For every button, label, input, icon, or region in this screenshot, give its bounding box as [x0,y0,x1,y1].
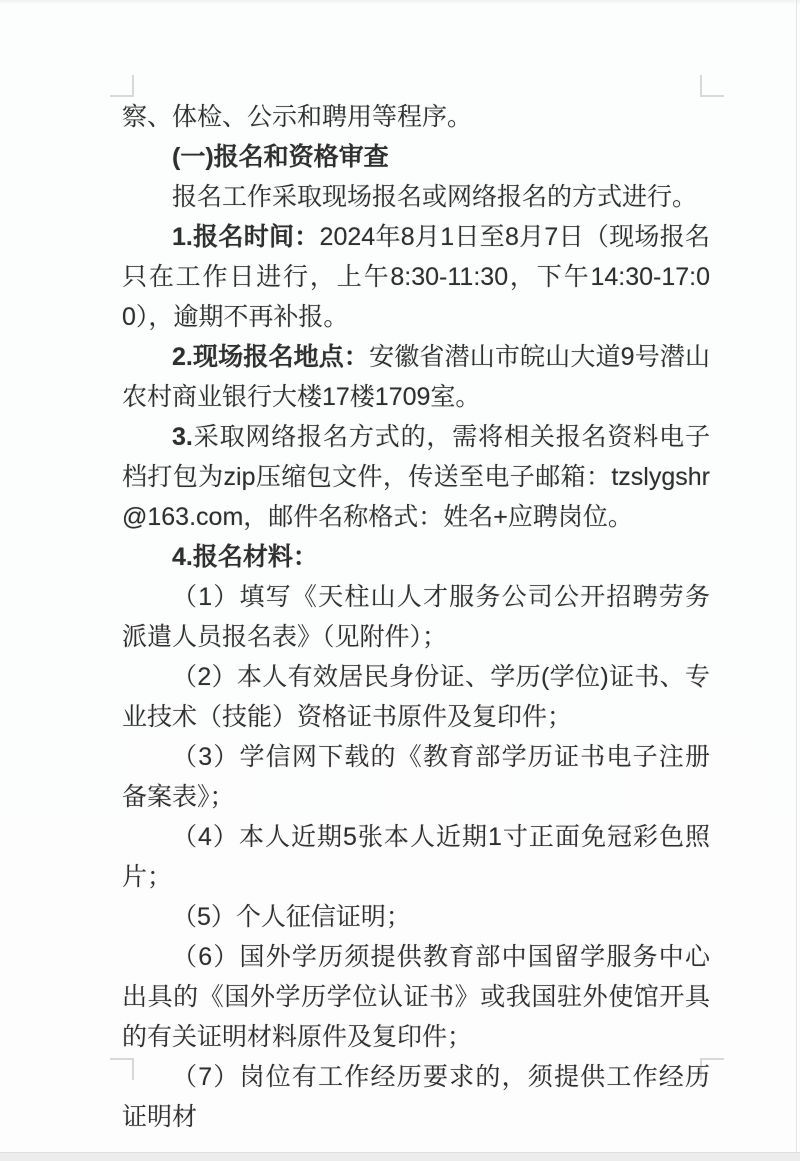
document-text-area [122,97,710,1137]
para-item-3 [122,417,710,537]
text-boundary-mark-top-right [700,75,724,97]
para-material-5 [122,897,710,937]
text-run: 2024年8月1日至8月7日（现场报名只在工作日进行，上午8:30-11:30，下午14:30-17:00），逾期不再补报。 [122,223,710,331]
para-item-4 [122,537,710,577]
bold-text-run: (一)报名和资格审查 [172,143,389,171]
text-run: （3）学信网下载的《教育部学历证书电子注册备案表》； [122,743,710,811]
para-carryover [122,97,710,137]
text-run: 报名工作采取现场报名或网络报名的方式进行。 [172,183,698,211]
text-run: （5）个人征信证明； [172,903,411,931]
text-run: （4）本人近期5张本人近期1寸正面免冠彩色照片； [122,823,710,891]
para-intro [122,177,710,217]
text-run: （1）填写《天柱山人才服务公司公开招聘劳务派遣人员报名表》（见附件）； [122,583,710,651]
para-material-6 [122,937,710,1057]
para-material-1 [122,577,710,657]
text-run: 安徽省潜山市皖山大道9号潜山农村商业银行大楼17楼1709室。 [122,343,711,411]
bold-text-run: 1.报名时间： [172,223,320,251]
para-material-4 [122,817,710,897]
bold-text-run: 2.现场报名地点： [172,343,370,371]
text-run: （6）国外学历须提供教育部中国留学服务中心出具的《国外学历学位认证书》或我国驻外使馆开具的有关证明材料原件及复印件； [122,943,710,1051]
bold-text-run: 4.报名材料： [172,543,318,571]
text-run: 采取网络报名方式的，需将相关报名资料电子档打包为zip压缩包文件，传送至电子邮箱：tzslygshr@163.com，邮件名称格式：姓名+应聘岗位。 [122,423,710,531]
para-material-2 [122,657,710,737]
text-boundary-mark-top-left [110,75,134,97]
para-material-3 [122,737,710,817]
text-run: 察、体检、公示和聘用等程序。 [122,103,473,131]
page-bottom-gap [0,1152,800,1161]
para-item-2 [122,337,710,417]
text-run: （2）本人有效居民身份证、学历(学位)证书、专业技术（技能）资格证书原件及复印件； [122,663,710,731]
heading-section [122,137,710,177]
photo-right-edge-line [796,0,797,1161]
para-material-7 [122,1057,710,1137]
text-run: （7）岗位有工作经历要求的，须提供工作经历证明材 [122,1063,710,1131]
para-item-1 [122,217,710,337]
bold-text-run: 3. [172,423,193,451]
